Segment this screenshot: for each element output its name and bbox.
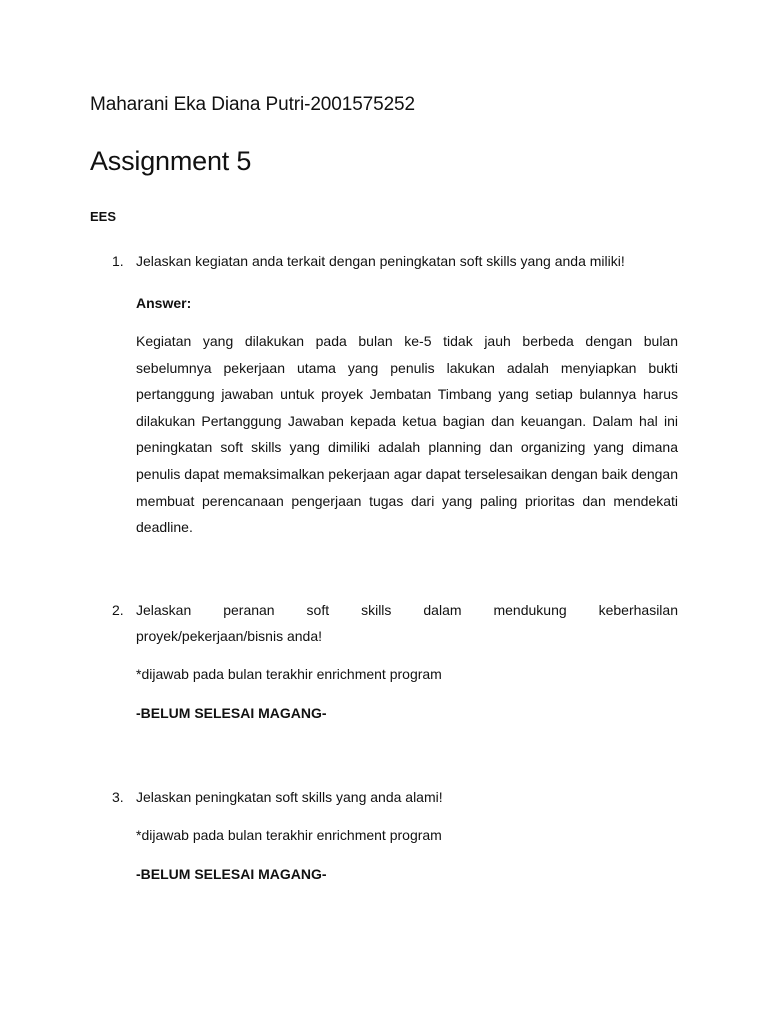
- document-title: Assignment 5: [90, 146, 252, 176]
- question-text-continued: proyek/pekerjaan/bisnis anda!: [136, 627, 323, 644]
- status-label: -BELUM SELESAI MAGANG-: [136, 704, 327, 721]
- status-label: -BELUM SELESAI MAGANG-: [136, 865, 327, 882]
- author-line: Maharani Eka Diana Putri-2001575252: [90, 94, 415, 115]
- answer-note: *dijawab pada bulan terakhir enrichment program: [136, 665, 442, 682]
- question-list: [90, 248, 678, 885]
- question-number: 1.: [112, 253, 124, 269]
- question-text: Jelaskan peranan soft skills dalam mendukung keberhasilan: [136, 601, 678, 618]
- question-item-1: [90, 248, 678, 541]
- question-item-2: [90, 597, 678, 724]
- section-label: EES: [90, 209, 117, 224]
- question-item-3: [90, 784, 678, 885]
- answer-label: Answer:: [136, 295, 192, 311]
- question-number: 3.: [112, 788, 124, 805]
- answer-body: Kegiatan yang dilakukan pada bulan ke-5 tidak jauh berbeda dengan bulan sebelumnya pekerjaan utama yang penulis lakukan adalah menyiapkan bukti pertanggung jawaban untuk proyek Jembatan Timbang yang setiap bulannya harus dilakukan Pertanggung Jawaban kepada ketua bagian dan keuangan. Dalam hal ini peningkatan soft skills yang dimiliki adalah planning dan organizing yang dimana penulis dapat memaksimalkan pekerjaan agar dapat terselesaikan dengan baik dengan membuat perencanaan pengerjaan tugas dari yang paling prioritas dan mendekati deadline.: [136, 333, 678, 536]
- answer-note: *dijawab pada bulan terakhir enrichment program: [136, 826, 442, 843]
- question-text: Jelaskan kegiatan anda terkait dengan peningkatan soft skills yang anda miliki!: [136, 253, 625, 269]
- question-number: 2.: [112, 601, 124, 618]
- question-text: Jelaskan peningkatan soft skills yang anda alami!: [136, 788, 443, 805]
